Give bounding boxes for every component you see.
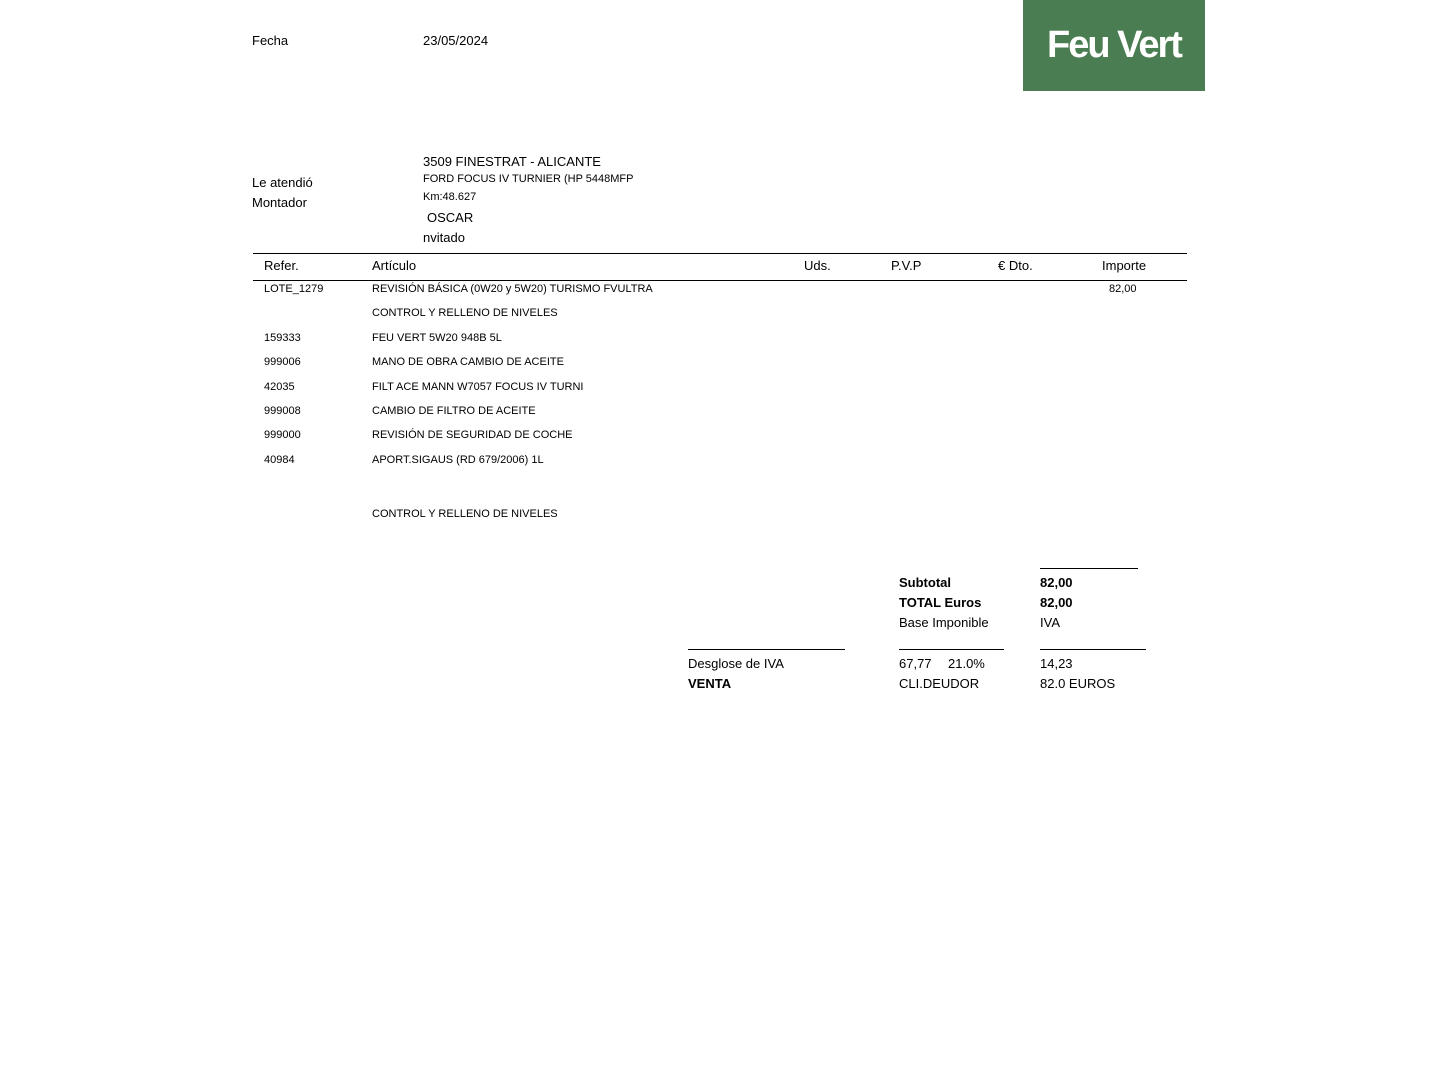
row-8-ref: 40984 [264, 454, 295, 466]
row-3-article: FEU VERT 5W20 948B 5L [372, 332, 502, 344]
row-2-article: CONTROL Y RELLENO DE NIVELES [372, 307, 558, 319]
iva-value: 14,23 [1040, 656, 1073, 671]
row-1-article: REVISIÓN BÁSICA (0W20 y 5W20) TURISMO FVULTRA [372, 283, 653, 295]
sale-label: VENTA [688, 676, 732, 691]
subtotal-value: 82,00 [1040, 575, 1073, 590]
fitter-label: Montador [252, 195, 307, 210]
row-8-article: APORT.SIGAUS (RD 679/2006) 1L [372, 454, 544, 466]
payment-value: 82.0 EUROS [1040, 676, 1116, 691]
row-5-ref: 42035 [264, 381, 295, 393]
row-4-article: MANO DE OBRA CAMBIO DE ACEITE [372, 356, 564, 368]
col-header-pvp: P.V.P [891, 258, 922, 273]
col-header-ref: Refer. [264, 258, 299, 273]
row-6-article: CAMBIO DE FILTRO DE ACEITE [372, 405, 536, 417]
subtotal-rule [1040, 568, 1138, 569]
payment-label: CLI.DEUDOR [899, 676, 980, 691]
subtotal-label: Subtotal [899, 575, 951, 590]
fitter-value: nvitado [423, 230, 465, 245]
breakdown-label: Desglose de IVA [688, 656, 784, 671]
row-6-ref: 999008 [264, 405, 301, 417]
base-value: 67,77 [899, 656, 932, 671]
breakdown-rule-mid [899, 649, 1004, 650]
rate-value: 21.0% [948, 656, 985, 671]
logo-text: Feu Vert [1047, 24, 1181, 66]
col-header-discount: € Dto. [998, 258, 1033, 273]
col-header-article: Artículo [372, 258, 417, 273]
row-5-article: FILT ACE MANN W7057 FOCUS IV TURNI [372, 381, 584, 393]
total-value: 82,00 [1040, 595, 1073, 610]
table-header-rule [253, 280, 1187, 281]
iva-label: IVA [1040, 615, 1060, 630]
feu-vert-logo [1023, 0, 1205, 91]
row-3-ref: 159333 [264, 332, 301, 344]
vehicle-km: Km:48.627 [423, 191, 477, 203]
table-top-rule [253, 253, 1187, 254]
base-label: Base Imponible [899, 615, 989, 630]
vehicle-description: FORD FOCUS IV TURNIER (HP 5448MFP [423, 173, 634, 185]
total-label: TOTAL Euros [899, 595, 982, 610]
row-7-ref: 999000 [264, 429, 301, 441]
store-name: 3509 FINESTRAT - ALICANTE [423, 154, 601, 169]
breakdown-rule-right [1040, 649, 1146, 650]
row-4-ref: 999006 [264, 356, 301, 368]
date-label: Fecha [252, 33, 289, 48]
row-7-article: REVISIÓN DE SEGURIDAD DE COCHE [372, 429, 573, 441]
attended-value: OSCAR [427, 210, 474, 225]
row-1-ref: LOTE_1279 [264, 283, 324, 295]
breakdown-rule-left [688, 649, 845, 650]
row-1-amount: 82,00 [1109, 283, 1137, 295]
table-note: CONTROL Y RELLENO DE NIVELES [372, 508, 558, 520]
col-header-units: Uds. [804, 258, 831, 273]
attended-label: Le atendió [252, 175, 313, 190]
col-header-amount: Importe [1102, 258, 1147, 273]
date-value: 23/05/2024 [423, 33, 489, 48]
